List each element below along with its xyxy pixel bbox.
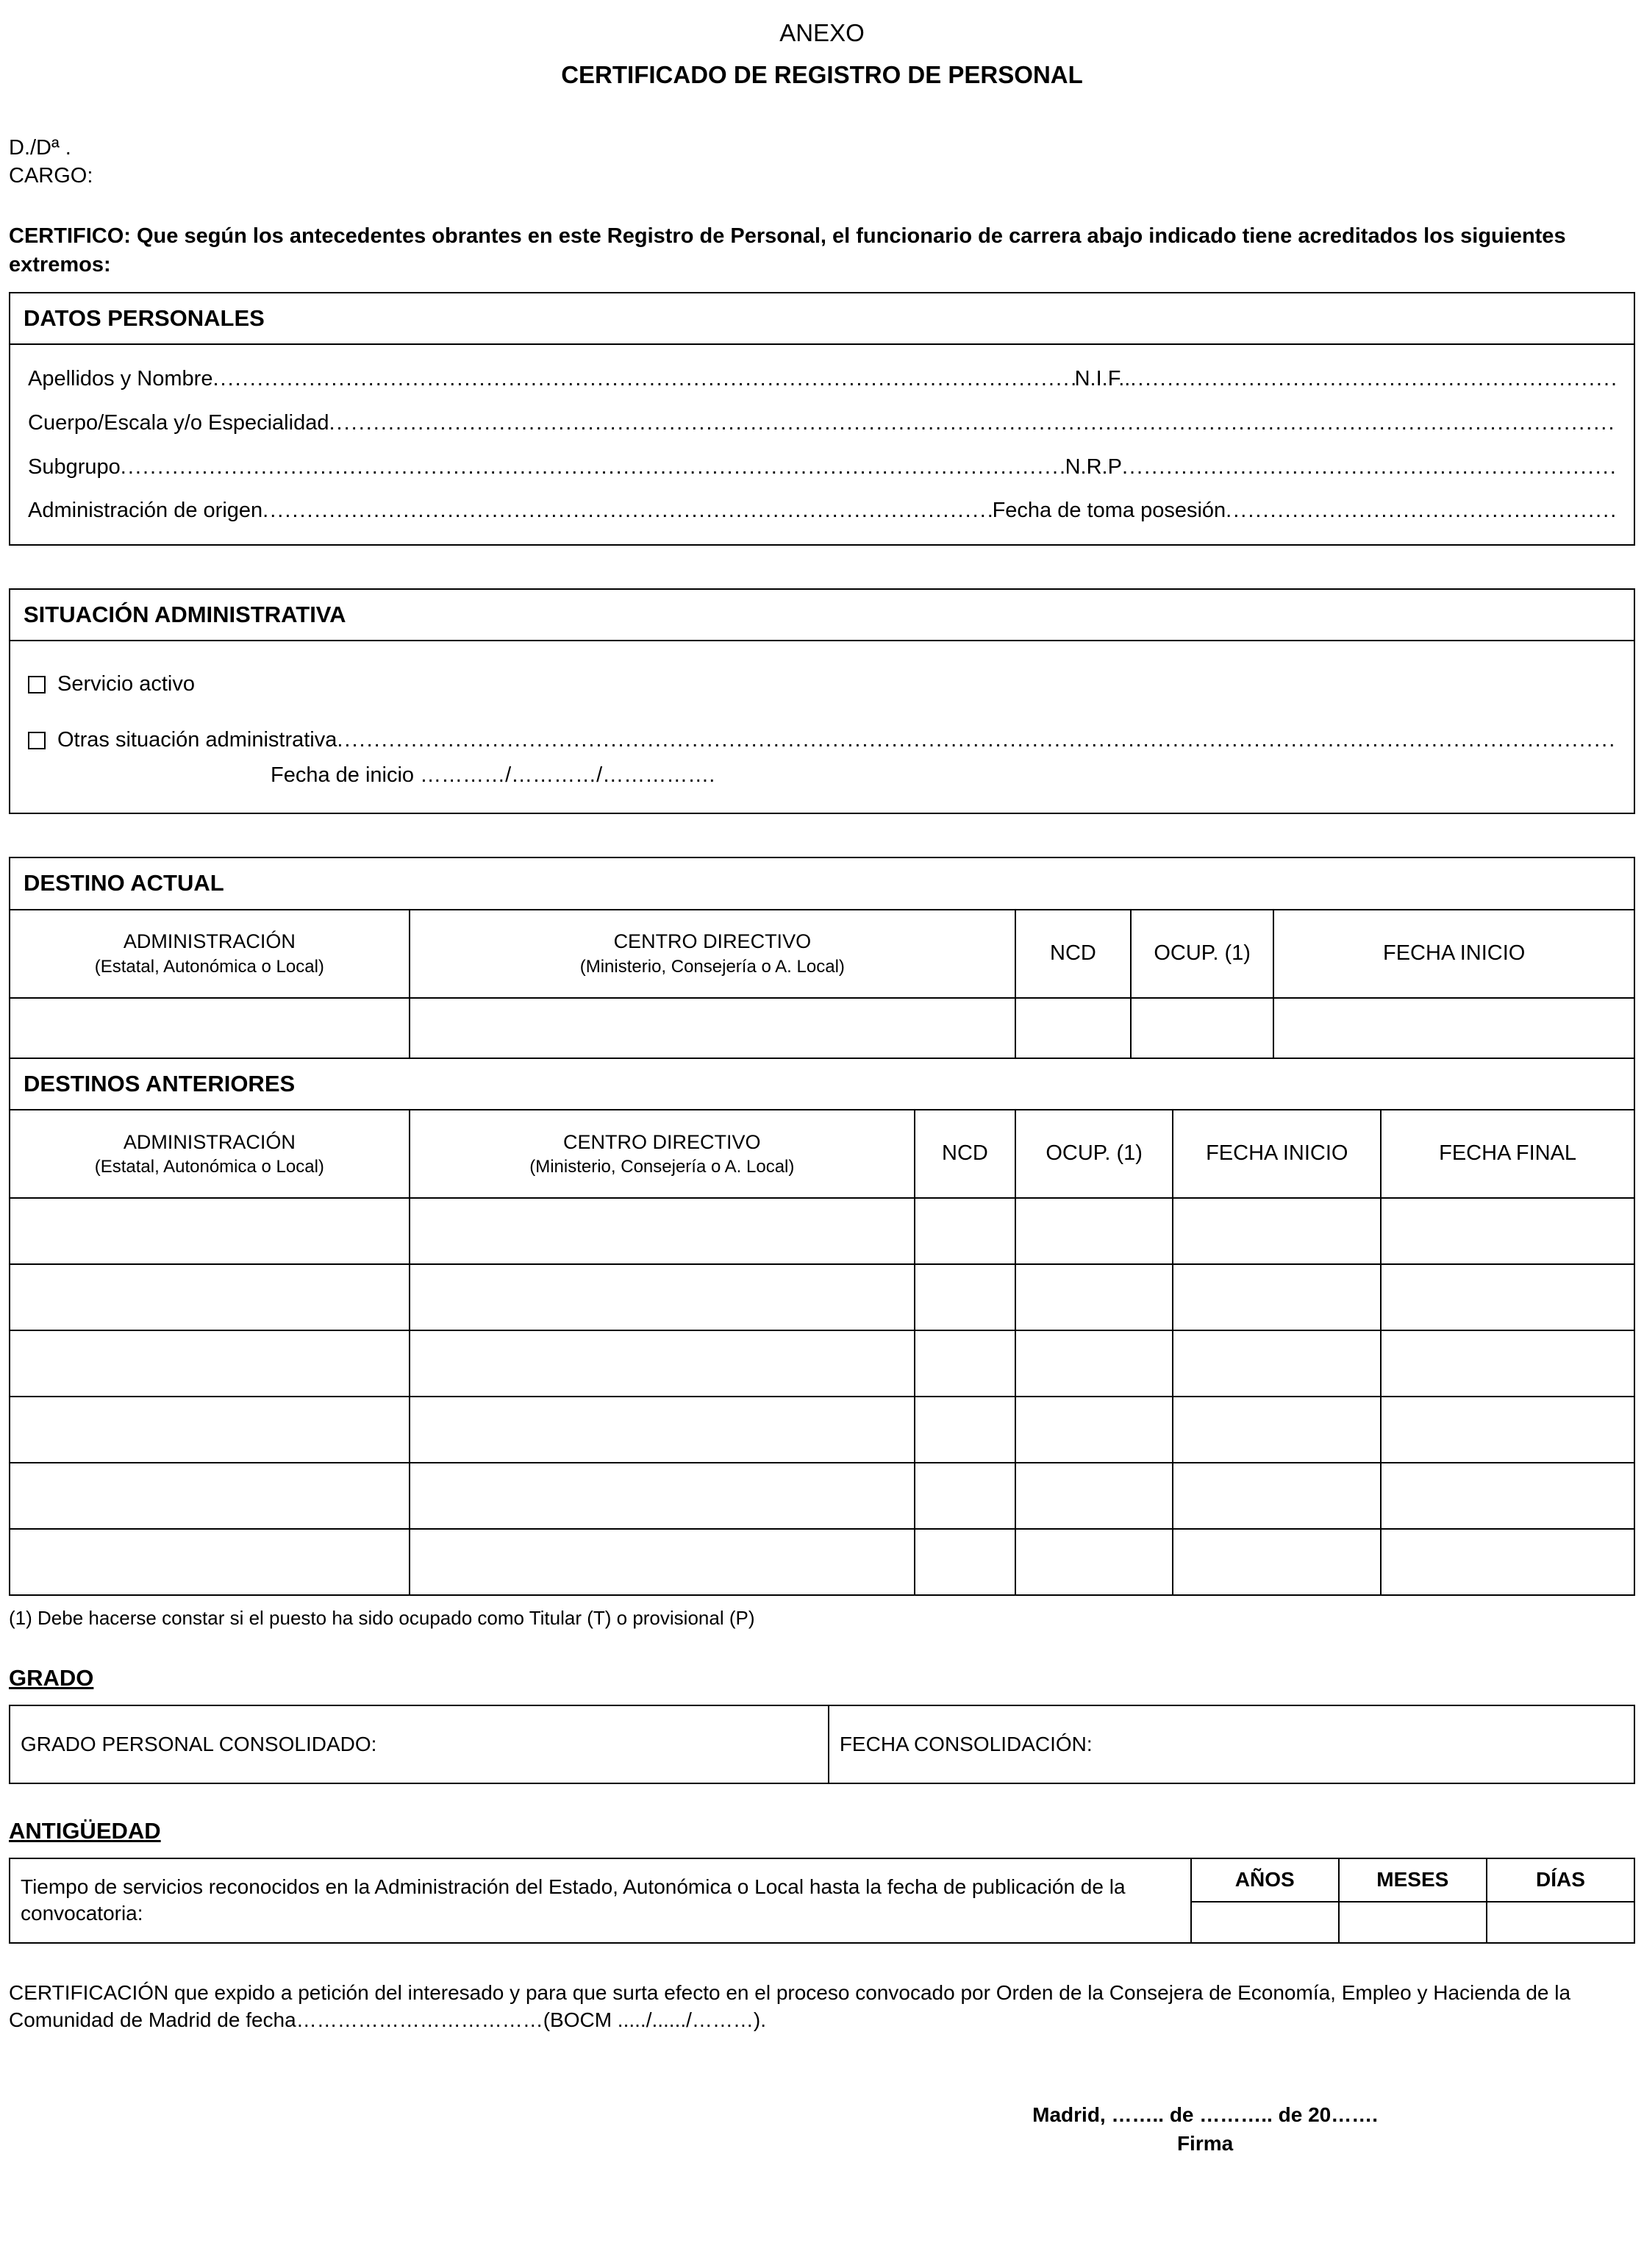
grado-consolidado-cell[interactable]: GRADO PERSONAL CONSOLIDADO: [10, 1705, 829, 1783]
destinos-anteriores-row [10, 1264, 1634, 1330]
cell-centro-directivo[interactable] [410, 1397, 915, 1463]
fecha-consolidacion-cell[interactable]: FECHA CONSOLIDACIÓN: [829, 1705, 1634, 1783]
cell-centro-directivo[interactable] [410, 1529, 915, 1595]
destino-actual-header: DESTINO ACTUAL [9, 857, 1635, 910]
destino-actual-data-row [10, 998, 1634, 1058]
cell-ocup[interactable] [1015, 1463, 1173, 1529]
cell-fecha-final[interactable] [1381, 1463, 1634, 1529]
cell-administracion[interactable] [10, 1463, 410, 1529]
destinos-anteriores-row [10, 1463, 1634, 1529]
destino-actual-table [9, 909, 1635, 1059]
cell-ncd[interactable] [915, 1198, 1015, 1264]
nif-fill-field[interactable] [1130, 365, 1616, 393]
cell-fecha-inicio[interactable] [1173, 1397, 1381, 1463]
cell-fecha-final[interactable] [1381, 1198, 1634, 1264]
otras-situacion-checkbox[interactable] [28, 732, 46, 749]
cell-centro-directivo[interactable] [410, 998, 1015, 1058]
col-administracion-line1: ADMINISTRACIÓN [123, 1130, 296, 1153]
col-ocup: OCUP. (1) [1015, 1110, 1173, 1198]
nif-label: N.I.F.. [1074, 367, 1131, 391]
certifico-paragraph: CERTIFICO: Que según los antecedentes obrantes en este Registro de Personal, el funcionario de carrera abajo indicado tiene acreditados los siguientes extremos: [9, 224, 1566, 277]
cell-fecha-inicio[interactable] [1173, 1198, 1381, 1264]
cuerpo-fill-field[interactable] [329, 410, 1616, 438]
fecha-toma-fill-field[interactable] [1226, 497, 1616, 525]
cell-fecha-inicio[interactable] [1173, 1264, 1381, 1330]
admin-origen-fill-field[interactable] [262, 497, 992, 525]
col-anos: AÑOS [1191, 1858, 1339, 1901]
col-dias: DÍAS [1487, 1858, 1634, 1901]
field-apellidos-nombre [28, 365, 1616, 393]
servicio-activo-checkbox[interactable] [28, 676, 46, 693]
cell-fecha-final[interactable] [1381, 1330, 1634, 1397]
fecha-inicio-line[interactable]: Fecha de inicio …………/…………/……………. [271, 763, 715, 787]
firma-label: Firma [1176, 2132, 1234, 2155]
footnote-ocupacion: (1) Debe hacerse constar si el puesto ha sido ocupado como Titular (T) o provisional (P) [9, 1606, 755, 1629]
antiguedad-header-row [10, 1858, 1634, 1901]
destinos-anteriores-row [10, 1529, 1634, 1595]
destinos-anteriores-table [9, 1109, 1635, 1596]
cell-administracion[interactable] [10, 1397, 410, 1463]
cell-ocup[interactable] [1015, 1397, 1173, 1463]
certificacion-paragraph: CERTIFICACIÓN que expido a petición del interesado y para que surta efecto en el proceso convocado por Orden de la Consejera de Economía, Empleo y Hacienda de la Comunidad de Madrid de fecha………………………………(BOCM ...../....../………). [9, 1980, 1571, 2032]
cell-meses[interactable] [1339, 1902, 1487, 1943]
col-administracion-line2: (Estatal, Autonómica o Local) [94, 1156, 324, 1177]
col-centro-line1: CENTRO DIRECTIVO [563, 1130, 761, 1153]
col-meses: MESES [1339, 1858, 1487, 1901]
anexo-label: ANEXO [779, 19, 865, 46]
destinos-anteriores-row [10, 1330, 1634, 1397]
cell-ncd[interactable] [915, 1330, 1015, 1397]
datos-personales-header: DATOS PERSONALES [9, 292, 1635, 345]
cell-administracion[interactable] [10, 1529, 410, 1595]
field-cuerpo-escala [28, 410, 1616, 438]
cell-ncd[interactable] [915, 1264, 1015, 1330]
col-fecha-final: FECHA FINAL [1381, 1110, 1634, 1198]
intro-block [9, 134, 1635, 190]
col-fecha-inicio: FECHA INICIO [1173, 1110, 1381, 1198]
nrp-label: N.R.P [1065, 454, 1122, 479]
servicio-activo-line [28, 671, 1616, 699]
cell-administracion[interactable] [10, 1198, 410, 1264]
destinos-anteriores-row [10, 1198, 1634, 1264]
cell-ncd[interactable] [915, 1463, 1015, 1529]
col-ncd: NCD [915, 1110, 1015, 1198]
subgrupo-fill-field[interactable] [121, 454, 1065, 482]
grado-heading: GRADO [9, 1664, 94, 1691]
cell-administracion[interactable] [10, 1330, 410, 1397]
servicio-activo-label: Servicio activo [57, 672, 195, 696]
grado-row [10, 1705, 1634, 1783]
otras-situacion-fill-field[interactable] [337, 727, 1616, 755]
datos-personales-body [9, 343, 1635, 546]
situacion-header: SITUACIÓN ADMINISTRATIVA [9, 588, 1635, 641]
col-centro-line1: CENTRO DIRECTIVO [613, 930, 812, 953]
col-centro-directivo [410, 910, 1015, 998]
col-ncd: NCD [1015, 910, 1131, 998]
firma-block [1032, 2100, 1378, 2158]
otras-situacion-line [28, 727, 1616, 755]
cell-fecha-inicio[interactable] [1173, 1529, 1381, 1595]
apellidos-label: Apellidos y Nombre [28, 367, 213, 391]
col-administracion [10, 1110, 410, 1198]
destinos-anteriores-header: DESTINOS ANTERIORES [9, 1058, 1635, 1110]
cell-fecha-inicio[interactable] [1173, 1330, 1381, 1397]
col-administracion-line2: (Estatal, Autonómica o Local) [94, 956, 324, 977]
cell-ncd[interactable] [915, 1397, 1015, 1463]
cell-fecha-final[interactable] [1381, 1397, 1634, 1463]
grado-table [9, 1705, 1635, 1784]
col-ocup: OCUP. (1) [1131, 910, 1273, 998]
antiguedad-table [9, 1858, 1635, 1943]
cell-ocup[interactable] [1015, 1264, 1173, 1330]
cell-ocup[interactable] [1015, 1330, 1173, 1397]
otras-situacion-label: Otras situación administrativa [57, 727, 337, 752]
nrp-fill-field[interactable] [1122, 454, 1616, 482]
admin-origen-label: Administración de origen [28, 499, 263, 523]
destinos-anteriores-row [10, 1397, 1634, 1463]
subgrupo-label: Subgrupo [28, 454, 121, 479]
tiempo-servicios-label: Tiempo de servicios reconocidos en la Administración del Estado, Autonómica o Local hasta la fecha de publicación de la convocatoria: [10, 1858, 1191, 1942]
col-administracion [10, 910, 410, 998]
fecha-toma-label: Fecha de toma posesión [992, 499, 1226, 523]
cell-fecha-final[interactable] [1381, 1529, 1634, 1595]
cell-fecha-inicio[interactable] [1173, 1463, 1381, 1529]
cell-dias[interactable] [1487, 1902, 1634, 1943]
cell-ncd[interactable] [1015, 998, 1131, 1058]
cell-centro-directivo[interactable] [410, 1264, 915, 1330]
cuerpo-label: Cuerpo/Escala y/o Especialidad [28, 410, 329, 435]
antiguedad-heading: ANTIGÜEDAD [9, 1817, 161, 1844]
cargo-line: CARGO: [9, 164, 93, 188]
col-centro-line2: (Ministerio, Consejería o A. Local) [579, 956, 845, 977]
madrid-date-line: Madrid, …….. de ……….. de 20……. [1032, 2103, 1378, 2127]
col-fecha-inicio: FECHA INICIO [1273, 910, 1634, 998]
field-subgrupo [28, 454, 1616, 482]
field-admin-origen [28, 497, 1616, 525]
col-centro-directivo [410, 1110, 915, 1198]
cell-centro-directivo[interactable] [410, 1330, 915, 1397]
cell-ocup[interactable] [1015, 1198, 1173, 1264]
cell-administracion[interactable] [10, 1264, 410, 1330]
cell-centro-directivo[interactable] [410, 1198, 915, 1264]
destino-actual-header-row [10, 910, 1634, 998]
cell-ocup[interactable] [1015, 1529, 1173, 1595]
col-administracion-line1: ADMINISTRACIÓN [123, 930, 296, 953]
destinos-anteriores-header-row [10, 1110, 1634, 1198]
col-centro-line2: (Ministerio, Consejería o A. Local) [529, 1156, 795, 1177]
cell-administracion[interactable] [10, 998, 410, 1058]
apellidos-fill-field[interactable] [212, 365, 1074, 393]
cell-ocup[interactable] [1131, 998, 1273, 1058]
cell-ncd[interactable] [915, 1529, 1015, 1595]
cell-anos[interactable] [1191, 1902, 1339, 1943]
dda-line: D./Dª . [9, 135, 71, 160]
form-title: CERTIFICADO DE REGISTRO DE PERSONAL [561, 60, 1083, 88]
cell-centro-directivo[interactable] [410, 1463, 915, 1529]
cell-fecha-inicio[interactable] [1273, 998, 1634, 1058]
situacion-body [9, 640, 1635, 814]
cell-fecha-final[interactable] [1381, 1264, 1634, 1330]
